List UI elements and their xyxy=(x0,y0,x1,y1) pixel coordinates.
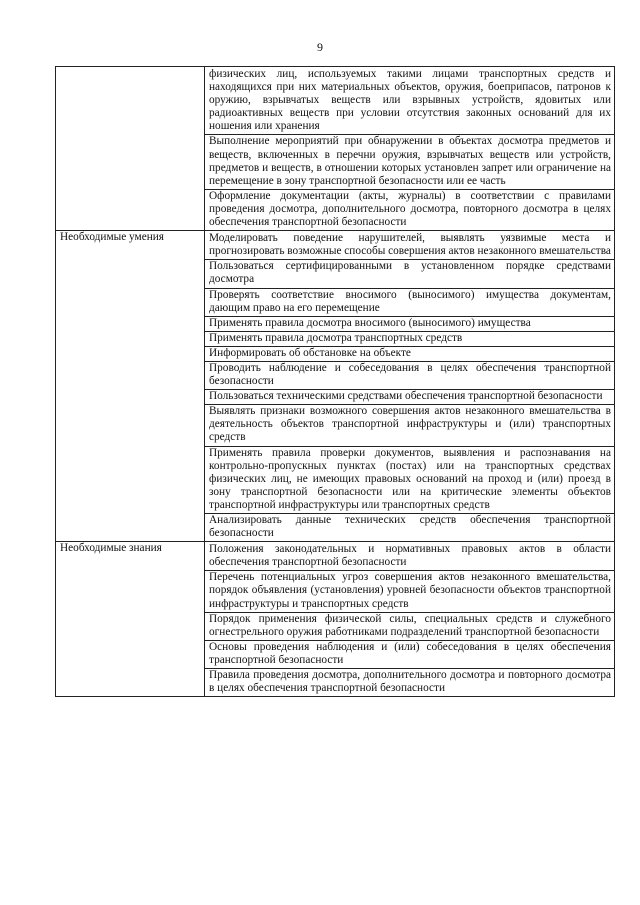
requirement-item: Проводить наблюдение и собеседования в целях обеспечения транспортной безопасности xyxy=(205,361,615,389)
section-label: Необходимые знания xyxy=(56,542,205,697)
requirement-item: Моделировать поведение нарушителей, выявлять уязвимые места и прогнозировать возможные способы совершения актов незаконного вмешательства xyxy=(205,231,615,260)
page-number: 9 xyxy=(317,40,323,54)
requirement-item: Оформление документации (акты, журналы) в соответствии с правилами проведения досмотра, дополнительного досмотра, повторного досмотра в целях обеспечения транспортной безопасности xyxy=(205,189,615,230)
requirement-item: Проверять соответствие вносимого (выносимого) имущества документам, дающим право на его перемещение xyxy=(205,288,615,316)
requirement-item: Пользоваться техническими средствами обеспечения транспортной безопасности xyxy=(205,390,615,405)
requirement-item: физических лиц, используемых такими лицами транспортных средств и находящихся при них материальных объектов, оружия, боеприпасов, патронов к оружию, взрывчатых веществ или взрывных устройств, ядовитых или радиоактивных веществ при условии отсутствия законных оснований для их ношения или хранения xyxy=(205,67,615,135)
table-row xyxy=(56,67,615,135)
table-row xyxy=(56,231,615,260)
requirement-item: Перечень потенциальных угроз совершения актов незаконного вмешательства, порядок объявления (установления) уровней безопасности объектов транспортной инфраструктуры и транспортных средств xyxy=(205,571,615,612)
requirement-item: Правила проведения досмотра, дополнительного досмотра и повторного досмотра в целях обеспечения транспортной безопасности xyxy=(205,669,615,697)
section-label: Необходимые умения xyxy=(56,231,205,542)
section-label xyxy=(56,67,205,231)
requirement-item: Применять правила досмотра транспортных средств xyxy=(205,331,615,346)
requirement-item: Выявлять признаки возможного совершения актов незаконного вмешательства в деятельность объектов транспортной инфраструктуры и (или) транспортных средств xyxy=(205,405,615,446)
requirement-item: Пользоваться сертифицированными в установленном порядке средствами досмотра xyxy=(205,260,615,288)
requirement-item: Выполнение мероприятий при обнаружении в объектах досмотра предметов и веществ, включенных в перечни оружия, взрывчатых веществ или устройств, предметов и веществ, в отношении которых установлен запрет или ограничение на перемещение в зону транспортной безопасности или ее часть xyxy=(205,135,615,189)
requirement-item: Применять правила досмотра вносимого (выносимого) имущества xyxy=(205,316,615,331)
requirement-item: Основы проведения наблюдения и (или) собеседования в целях обеспечения транспортной безопасности xyxy=(205,640,615,668)
table-row xyxy=(56,542,615,571)
requirement-item: Анализировать данные технических средств обеспечения транспортной безопасности xyxy=(205,514,615,542)
requirement-item: Положения законодательных и нормативных правовых актов в области обеспечения транспортной безопасности xyxy=(205,542,615,571)
requirement-item: Порядок применения физической силы, специальных средств и служебного огнестрельного оружия работниками подразделений транспортной безопасности xyxy=(205,612,615,640)
competency-table xyxy=(55,66,615,697)
requirement-item: Информировать об обстановке на объекте xyxy=(205,346,615,361)
table-body xyxy=(56,67,615,697)
requirement-item: Применять правила проверки документов, выявления и распознавания на контрольно-пропускных пунктах (постах) или на транспортных средствах физических лиц, не имеющих правовых оснований на проход и (или) проезд в зону транспортной безопасности или на критические элементы объектов транспортной инфраструктуры или транспортных средств xyxy=(205,446,615,513)
